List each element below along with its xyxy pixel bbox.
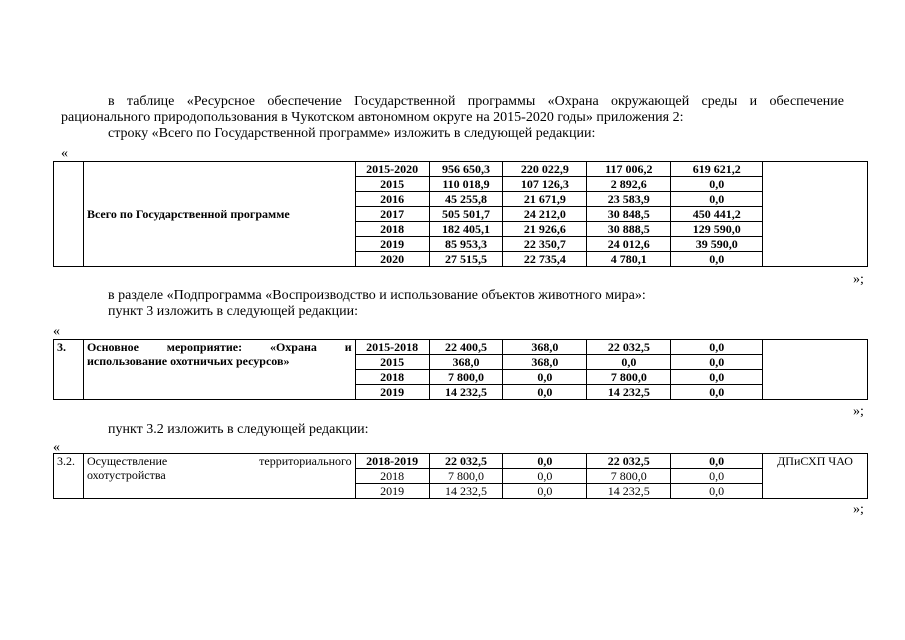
resource-table-item-3-2: [53, 453, 868, 499]
value-cell: 129 590,0: [671, 222, 763, 237]
year-cell: 2015-2020: [355, 162, 429, 177]
value-cell: 0,0: [503, 385, 587, 400]
close-quote-1: »;: [853, 272, 864, 287]
value-cell: 22 735,4: [503, 252, 587, 267]
year-cell: 2018: [355, 469, 429, 484]
year-cell: 2015: [355, 355, 429, 370]
value-cell: 505 501,7: [429, 207, 503, 222]
value-cell: 2 892,6: [587, 177, 671, 192]
year-cell: 2016: [355, 192, 429, 207]
resource-table-item-3: [53, 339, 868, 400]
open-quote-3: «: [53, 440, 60, 455]
row-label: Всего по Государственной программе: [86, 207, 290, 221]
value-cell: 24 012,6: [587, 237, 671, 252]
value-cell: 30 888,5: [587, 222, 671, 237]
row-label-line-2: использование охотничьих ресурсов»: [86, 354, 290, 368]
intro-line-1: в таблице «Ресурсное обеспечение Государственной программы «Охрана окружающей среды и обеспечение: [108, 94, 844, 109]
value-cell: 22 350,7: [503, 237, 587, 252]
year-cell: 2017: [355, 207, 429, 222]
row-label-cell: [83, 340, 355, 400]
table-row: [54, 454, 868, 469]
executor-cell: [763, 340, 868, 400]
value-cell: 0,0: [671, 340, 763, 355]
value-cell: 0,0: [671, 469, 763, 484]
value-cell: 220 022,9: [503, 162, 587, 177]
value-cell: 39 590,0: [671, 237, 763, 252]
row-label-cell: [83, 162, 355, 267]
year-cell: 2018: [355, 222, 429, 237]
value-cell: 0,0: [671, 370, 763, 385]
value-cell: 0,0: [671, 484, 763, 499]
row-number-cell: 3.2.: [54, 454, 84, 499]
value-cell: 85 953,3: [429, 237, 503, 252]
value-cell: 117 006,2: [587, 162, 671, 177]
row-number-cell: [54, 162, 84, 267]
section2-line-2: пункт 3 изложить в следующей редакции:: [108, 304, 358, 319]
value-cell: 0,0: [587, 355, 671, 370]
executor-cell: [763, 162, 868, 267]
year-cell: 2019: [355, 237, 429, 252]
table-row: [54, 162, 868, 177]
value-cell: 107 126,3: [503, 177, 587, 192]
year-cell: 2015: [355, 177, 429, 192]
value-cell: 0,0: [503, 370, 587, 385]
value-cell: 0,0: [503, 454, 587, 469]
value-cell: 0,0: [671, 454, 763, 469]
open-quote-1: «: [61, 146, 68, 161]
value-cell: 4 780,1: [587, 252, 671, 267]
section2-line-1: в разделе «Подпрограмма «Воспроизводство и использование объектов животного мира»:: [108, 288, 646, 303]
value-cell: 23 583,9: [587, 192, 671, 207]
value-cell: 450 441,2: [671, 207, 763, 222]
value-cell: 368,0: [503, 340, 587, 355]
value-cell: 22 032,5: [587, 340, 671, 355]
value-cell: 7 800,0: [429, 469, 503, 484]
value-cell: 27 515,5: [429, 252, 503, 267]
value-cell: 0,0: [503, 469, 587, 484]
value-cell: 0,0: [671, 192, 763, 207]
row-label-line-1: Осуществление территориального: [86, 454, 352, 468]
year-cell: 2015-2018: [355, 340, 429, 355]
intro-line-3: строку «Всего по Государственной программе» изложить в следующей редакции:: [108, 126, 596, 141]
value-cell: 0,0: [503, 484, 587, 499]
year-cell: 2020: [355, 252, 429, 267]
table-row: [54, 340, 868, 355]
value-cell: 368,0: [503, 355, 587, 370]
open-quote-2: «: [53, 324, 60, 339]
value-cell: 368,0: [429, 355, 503, 370]
row-label-line-1: Основное мероприятие: «Охрана и: [86, 340, 352, 354]
value-cell: 14 232,5: [429, 484, 503, 499]
year-cell: 2019: [355, 484, 429, 499]
value-cell: 30 848,5: [587, 207, 671, 222]
value-cell: 0,0: [671, 385, 763, 400]
value-cell: 110 018,9: [429, 177, 503, 192]
value-cell: 14 232,5: [429, 385, 503, 400]
value-cell: 45 255,8: [429, 192, 503, 207]
intro-line-2: рационального природопользования в Чукотском автономном округе на 2015-2020 годы» приложения 2:: [61, 110, 684, 125]
value-cell: 22 032,5: [429, 454, 503, 469]
resource-table-total: [53, 161, 868, 267]
value-cell: 14 232,5: [587, 385, 671, 400]
value-cell: 0,0: [671, 355, 763, 370]
value-cell: 619 621,2: [671, 162, 763, 177]
value-cell: 7 800,0: [429, 370, 503, 385]
section3-line-1: пункт 3.2 изложить в следующей редакции:: [108, 422, 369, 437]
value-cell: 7 800,0: [587, 370, 671, 385]
year-cell: 2018-2019: [355, 454, 429, 469]
close-quote-2: »;: [853, 404, 864, 419]
value-cell: 956 650,3: [429, 162, 503, 177]
year-cell: 2018: [355, 370, 429, 385]
year-cell: 2019: [355, 385, 429, 400]
row-number-cell: 3.: [54, 340, 84, 400]
value-cell: 7 800,0: [587, 469, 671, 484]
executor-cell: ДПиСХП ЧАО: [763, 454, 868, 499]
value-cell: 22 032,5: [587, 454, 671, 469]
row-label-cell: [83, 454, 355, 499]
close-quote-3: »;: [853, 502, 864, 517]
value-cell: 0,0: [671, 252, 763, 267]
value-cell: 21 671,9: [503, 192, 587, 207]
value-cell: 21 926,6: [503, 222, 587, 237]
row-label-line-2: охотустройства: [86, 468, 166, 482]
value-cell: 182 405,1: [429, 222, 503, 237]
value-cell: 24 212,0: [503, 207, 587, 222]
value-cell: 22 400,5: [429, 340, 503, 355]
value-cell: 0,0: [671, 177, 763, 192]
value-cell: 14 232,5: [587, 484, 671, 499]
